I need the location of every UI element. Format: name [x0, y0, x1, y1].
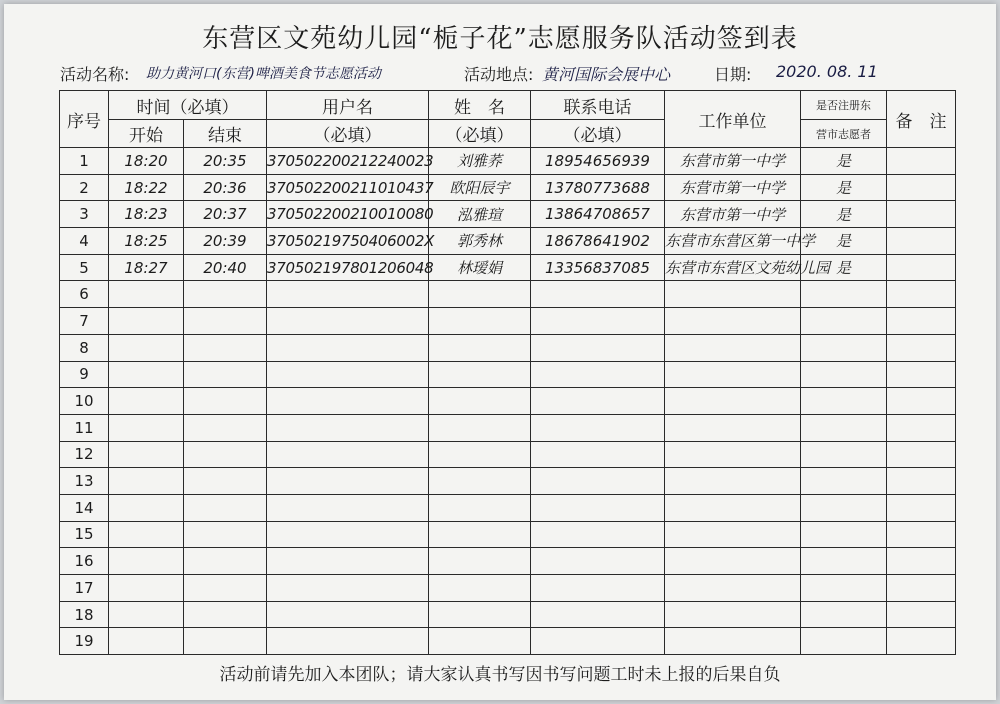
- activity-name-value: 助力黄河口(东营)啤酒美食节志愿活动: [146, 66, 381, 82]
- username-cell: [267, 388, 429, 415]
- name-cell: [429, 575, 531, 602]
- col-header-name-req: （必填）: [429, 120, 531, 148]
- page-title: 东营区文苑幼儿园“栀子花”志愿服务队活动签到表: [202, 24, 798, 54]
- unit-cell: [665, 521, 801, 548]
- table-row: [60, 494, 956, 521]
- table-row: [60, 441, 956, 468]
- phone-cell: 18954656939: [531, 148, 665, 175]
- start-time: [109, 575, 184, 602]
- remark-cell: [887, 521, 956, 548]
- end-time: [184, 388, 267, 415]
- unit-cell: [665, 601, 801, 628]
- unit-cell: [665, 494, 801, 521]
- row-number: 14: [60, 494, 109, 521]
- registered-cell: [801, 281, 887, 308]
- registered-cell: [801, 548, 887, 575]
- phone-cell: [531, 548, 665, 575]
- location-value: 黄河国际会展中心: [542, 65, 671, 84]
- phone-cell: [531, 308, 665, 335]
- row-number: 17: [60, 575, 109, 602]
- registered-cell: [801, 521, 887, 548]
- start-time: 18:27: [109, 254, 184, 281]
- row-number: 16: [60, 548, 109, 575]
- username-cell: [267, 334, 429, 361]
- name-cell: 郭秀林: [429, 228, 531, 255]
- end-time: [184, 575, 267, 602]
- name-cell: [429, 494, 531, 521]
- table-row: [60, 468, 956, 495]
- name-cell: [429, 281, 531, 308]
- remark-cell: [887, 334, 956, 361]
- phone-cell: [531, 575, 665, 602]
- col-header-seq: 序号: [60, 91, 109, 148]
- row-number: 2: [60, 174, 109, 201]
- registered-cell: [801, 441, 887, 468]
- unit-cell: [665, 441, 801, 468]
- end-time: 20:39: [184, 228, 267, 255]
- registered-cell: [801, 601, 887, 628]
- username-cell: 370502197801206048: [267, 254, 429, 281]
- signin-table: [59, 90, 956, 655]
- start-time: 18:25: [109, 228, 184, 255]
- name-cell: [429, 361, 531, 388]
- registered-cell: [801, 575, 887, 602]
- remark-cell: [887, 174, 956, 201]
- name-cell: [429, 441, 531, 468]
- phone-cell: [531, 468, 665, 495]
- row-number: 12: [60, 441, 109, 468]
- activity-meta: [60, 62, 960, 88]
- start-time: [109, 628, 184, 655]
- start-time: [109, 468, 184, 495]
- username-cell: [267, 414, 429, 441]
- end-time: [184, 548, 267, 575]
- unit-cell: 东营市东营区文苑幼儿园: [665, 254, 801, 281]
- registered-cell: [801, 414, 887, 441]
- unit-cell: [665, 388, 801, 415]
- col-header-username: 用户名: [267, 91, 429, 120]
- col-header-username-req: （必填）: [267, 120, 429, 148]
- table-row: [60, 254, 956, 281]
- name-cell: [429, 414, 531, 441]
- date-value: 2020. 08. 11: [776, 62, 878, 81]
- username-cell: [267, 548, 429, 575]
- table-row: [60, 308, 956, 335]
- end-time: [184, 601, 267, 628]
- registered-cell: 是: [801, 148, 887, 175]
- username-cell: [267, 308, 429, 335]
- remark-cell: [887, 228, 956, 255]
- table-row: [60, 228, 956, 255]
- username-cell: 370502200210010080: [267, 201, 429, 228]
- remark-cell: [887, 281, 956, 308]
- end-time: [184, 628, 267, 655]
- name-cell: [429, 628, 531, 655]
- registered-cell: 是: [801, 201, 887, 228]
- unit-cell: 东营市第一中学: [665, 174, 801, 201]
- name-cell: 林瑷娟: [429, 254, 531, 281]
- end-time: 20:36: [184, 174, 267, 201]
- signin-rows: [60, 148, 956, 655]
- row-number: 1: [60, 148, 109, 175]
- col-header-start: 开始: [109, 120, 184, 148]
- end-time: [184, 441, 267, 468]
- registered-cell: [801, 308, 887, 335]
- remark-cell: [887, 388, 956, 415]
- table-row: [60, 148, 956, 175]
- row-number: 3: [60, 201, 109, 228]
- name-cell: 欧阳辰宇: [429, 174, 531, 201]
- remark-cell: [887, 361, 956, 388]
- remark-cell: [887, 414, 956, 441]
- remark-cell: [887, 254, 956, 281]
- name-cell: [429, 308, 531, 335]
- table-row: [60, 361, 956, 388]
- registered-cell: 是: [801, 228, 887, 255]
- phone-cell: 13780773688: [531, 174, 665, 201]
- start-time: [109, 414, 184, 441]
- col-header-registered-2: 营市志愿者: [801, 120, 887, 148]
- registered-cell: [801, 361, 887, 388]
- row-number: 15: [60, 521, 109, 548]
- unit-cell: [665, 414, 801, 441]
- table-row: [60, 601, 956, 628]
- start-time: [109, 334, 184, 361]
- table-row: [60, 575, 956, 602]
- start-time: [109, 601, 184, 628]
- row-number: 11: [60, 414, 109, 441]
- table-row: [60, 548, 956, 575]
- col-header-unit: 工作单位: [665, 91, 801, 148]
- date-label: 日期:: [714, 65, 752, 84]
- username-cell: [267, 628, 429, 655]
- col-header-name: 姓 名: [429, 91, 531, 120]
- unit-cell: 东营市第一中学: [665, 148, 801, 175]
- col-header-end: 结束: [184, 120, 267, 148]
- start-time: 18:20: [109, 148, 184, 175]
- start-time: [109, 548, 184, 575]
- row-number: 13: [60, 468, 109, 495]
- table-row: [60, 414, 956, 441]
- end-time: [184, 361, 267, 388]
- start-time: [109, 521, 184, 548]
- unit-cell: [665, 281, 801, 308]
- row-number: 9: [60, 361, 109, 388]
- unit-cell: [665, 575, 801, 602]
- footer-note: 活动前请先加入本团队；请大家认真书写因书写问题工时未上报的后果自负: [219, 665, 781, 685]
- username-cell: 37050219750406002X: [267, 228, 429, 255]
- phone-cell: [531, 494, 665, 521]
- phone-cell: [531, 388, 665, 415]
- row-number: 5: [60, 254, 109, 281]
- col-header-remarks: 备 注: [887, 91, 956, 148]
- table-row: [60, 521, 956, 548]
- phone-cell: [531, 628, 665, 655]
- registered-cell: [801, 334, 887, 361]
- end-time: 20:40: [184, 254, 267, 281]
- end-time: [184, 414, 267, 441]
- remark-cell: [887, 308, 956, 335]
- end-time: [184, 308, 267, 335]
- phone-cell: [531, 334, 665, 361]
- table-row: [60, 388, 956, 415]
- phone-cell: [531, 441, 665, 468]
- username-cell: [267, 601, 429, 628]
- unit-cell: [665, 628, 801, 655]
- start-time: 18:23: [109, 201, 184, 228]
- remark-cell: [887, 494, 956, 521]
- end-time: 20:37: [184, 201, 267, 228]
- start-time: [109, 308, 184, 335]
- col-header-phone-req: （必填）: [531, 120, 665, 148]
- location-label: 活动地点:: [464, 65, 534, 84]
- col-header-phone: 联系电话: [531, 91, 665, 120]
- username-cell: 370502200212240023: [267, 148, 429, 175]
- name-cell: [429, 601, 531, 628]
- table-row: [60, 628, 956, 655]
- table-row: [60, 174, 956, 201]
- username-cell: [267, 521, 429, 548]
- remark-cell: [887, 628, 956, 655]
- table-row: [60, 334, 956, 361]
- table-row: [60, 281, 956, 308]
- registered-cell: [801, 388, 887, 415]
- phone-cell: [531, 361, 665, 388]
- start-time: [109, 494, 184, 521]
- table-row: [60, 201, 956, 228]
- start-time: [109, 388, 184, 415]
- unit-cell: [665, 334, 801, 361]
- row-number: 18: [60, 601, 109, 628]
- username-cell: [267, 494, 429, 521]
- start-time: [109, 441, 184, 468]
- end-time: [184, 334, 267, 361]
- name-cell: 泓雅瑄: [429, 201, 531, 228]
- phone-cell: [531, 601, 665, 628]
- registered-cell: [801, 468, 887, 495]
- username-cell: [267, 281, 429, 308]
- remark-cell: [887, 201, 956, 228]
- name-cell: [429, 548, 531, 575]
- row-number: 19: [60, 628, 109, 655]
- row-number: 10: [60, 388, 109, 415]
- remark-cell: [887, 548, 956, 575]
- remark-cell: [887, 468, 956, 495]
- registered-cell: [801, 628, 887, 655]
- unit-cell: 东营市东营区第一中学: [665, 228, 801, 255]
- end-time: [184, 281, 267, 308]
- unit-cell: [665, 548, 801, 575]
- unit-cell: 东营市第一中学: [665, 201, 801, 228]
- name-cell: 刘雅荞: [429, 148, 531, 175]
- username-cell: [267, 575, 429, 602]
- end-time: [184, 521, 267, 548]
- username-cell: [267, 361, 429, 388]
- name-cell: [429, 334, 531, 361]
- remark-cell: [887, 601, 956, 628]
- name-cell: [429, 468, 531, 495]
- phone-cell: [531, 281, 665, 308]
- col-header-time: 时间（必填）: [109, 91, 267, 120]
- username-cell: [267, 468, 429, 495]
- row-number: 6: [60, 281, 109, 308]
- registered-cell: [801, 494, 887, 521]
- remark-cell: [887, 575, 956, 602]
- signin-sheet: [4, 4, 996, 700]
- phone-cell: 13356837085: [531, 254, 665, 281]
- end-time: [184, 468, 267, 495]
- username-cell: 370502200211010437: [267, 174, 429, 201]
- name-cell: [429, 521, 531, 548]
- col-header-registered-1: 是否注册东: [801, 91, 887, 120]
- row-number: 7: [60, 308, 109, 335]
- start-time: [109, 281, 184, 308]
- registered-cell: 是: [801, 174, 887, 201]
- remark-cell: [887, 148, 956, 175]
- unit-cell: [665, 308, 801, 335]
- phone-cell: 18678641902: [531, 228, 665, 255]
- row-number: 4: [60, 228, 109, 255]
- end-time: [184, 494, 267, 521]
- phone-cell: 13864708657: [531, 201, 665, 228]
- name-cell: [429, 388, 531, 415]
- phone-cell: [531, 414, 665, 441]
- row-number: 8: [60, 334, 109, 361]
- end-time: 20:35: [184, 148, 267, 175]
- start-time: [109, 361, 184, 388]
- username-cell: [267, 441, 429, 468]
- phone-cell: [531, 521, 665, 548]
- remark-cell: [887, 441, 956, 468]
- registered-cell: 是: [801, 254, 887, 281]
- unit-cell: [665, 468, 801, 495]
- unit-cell: [665, 361, 801, 388]
- activity-name-label: 活动名称:: [60, 65, 130, 84]
- start-time: 18:22: [109, 174, 184, 201]
